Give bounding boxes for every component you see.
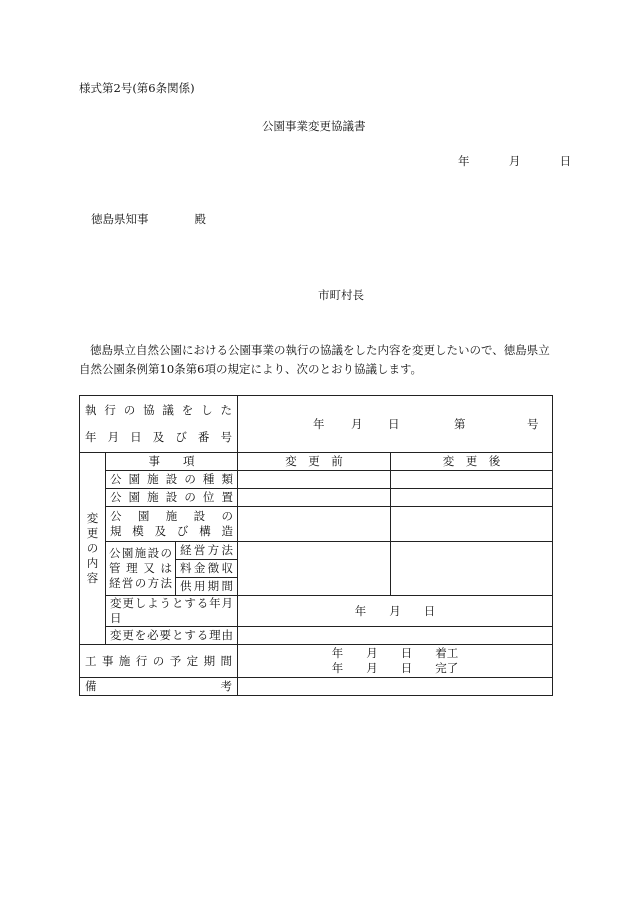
agreement-label-line1: 執行の協議をした [85, 403, 233, 417]
management-label [106, 542, 176, 596]
management-before[interactable] [238, 542, 391, 596]
remarks-char-1: 備 [85, 679, 97, 693]
submission-date [458, 153, 571, 169]
remarks-char-2: 考 [220, 679, 233, 693]
facility-position-after[interactable] [391, 489, 553, 507]
facility-scale-after[interactable] [391, 507, 553, 542]
addressee-name: 徳島県知事 [91, 212, 149, 226]
facility-position-label: 公園施設の位置 [106, 489, 238, 507]
agreement-dai-label: 第 [454, 417, 466, 431]
management-label-line3: 経営の方法 [109, 576, 172, 590]
agreement-day-label: 日 [388, 417, 400, 431]
change-date-value[interactable]: 年 月 日 [238, 596, 553, 627]
construction-period-label: 工事施行の予定期間 [80, 645, 238, 678]
facility-position-before[interactable] [238, 489, 391, 507]
section-char-5: 容 [86, 571, 99, 585]
change-reason-label: 変更を必要とする理由 [106, 627, 238, 645]
management-label-line2: 管理又は [109, 561, 172, 575]
agreement-year-label: 年 [313, 417, 325, 431]
change-reason-value[interactable] [238, 627, 553, 645]
body-paragraph: 徳島県立自然公園における公園事業の執行の協議をした内容を変更したいので、徳島県立自然公園条例第10条第6項の規定により、次のとおり協議します。 [79, 343, 550, 376]
row-management-1 [80, 542, 553, 560]
facility-scale-before[interactable] [238, 507, 391, 542]
date-month-label: 月 [508, 154, 521, 168]
agreement-label-line2: 年月日及び番号 [85, 430, 233, 444]
agreement-month-label: 月 [351, 417, 363, 431]
construction-start: 年 月 日 着工 [331, 646, 459, 660]
section-char-3: の [86, 541, 99, 555]
row-column-headers [80, 453, 553, 471]
change-form-table [79, 395, 553, 696]
change-date-label: 変更しようとする年月日 [106, 596, 238, 627]
date-year-label: 年 [458, 154, 470, 168]
row-facility-scale [80, 507, 553, 542]
row-facility-position [80, 489, 553, 507]
management-fee-label: 料金徴収 [176, 560, 238, 578]
header-before: 変 更 前 [238, 453, 391, 471]
row-change-date [80, 596, 553, 627]
facility-type-before[interactable] [238, 471, 391, 489]
row-change-reason [80, 627, 553, 645]
agreement-date-label-cell [80, 396, 238, 453]
honorific: 殿 [194, 212, 206, 226]
agreement-date-value-cell[interactable] [238, 396, 553, 453]
row-agreement-date [80, 396, 553, 453]
agreement-go-label: 号 [527, 417, 539, 431]
management-after[interactable] [391, 542, 553, 596]
section-char-4: 内 [86, 556, 99, 570]
section-char-2: 更 [86, 526, 99, 540]
date-day-label: 日 [559, 154, 572, 168]
addressee [91, 211, 206, 227]
header-item: 事 項 [106, 453, 238, 471]
row-construction-period [80, 645, 553, 678]
sender: 市町村長 [318, 288, 364, 302]
row-remarks [80, 678, 553, 696]
facility-scale-label-line2: 規模及び構造 [110, 524, 234, 538]
construction-period-value[interactable] [238, 645, 553, 678]
row-facility-type [80, 471, 553, 489]
section-change-content-label [80, 453, 106, 645]
remarks-label [80, 678, 238, 696]
management-label-line1: 公園施設の [109, 546, 172, 560]
remarks-value[interactable] [238, 678, 553, 696]
management-period-label: 供用期間 [176, 578, 238, 596]
construction-end: 年 月 日 完了 [331, 661, 459, 675]
facility-type-label: 公園施設の種類 [106, 471, 238, 489]
facility-type-after[interactable] [391, 471, 553, 489]
facility-scale-label-line1: 公園施設の [110, 509, 234, 523]
header-after: 変 更 後 [391, 453, 553, 471]
management-operation-label: 経営方法 [176, 542, 238, 560]
section-char-1: 変 [86, 511, 99, 525]
form-number: 様式第2号(第6条関係) [79, 81, 195, 95]
document-title: 公園事業変更協議書 [262, 119, 366, 133]
facility-scale-label [106, 507, 238, 542]
